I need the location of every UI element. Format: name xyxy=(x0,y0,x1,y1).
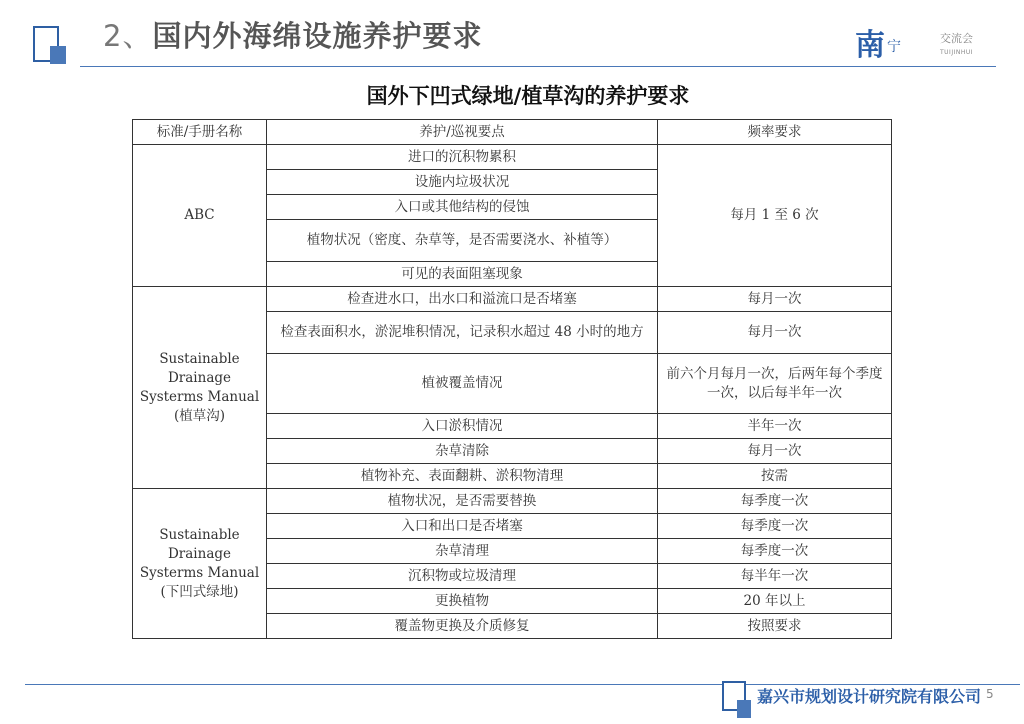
maintenance-item-cell: 检查进水口，出水口和溢流口是否堵塞 xyxy=(267,287,658,312)
maintenance-item-cell: 植物状况，是否需要替换 xyxy=(267,489,658,514)
header-frequency: 频率要求 xyxy=(658,120,892,145)
table-row xyxy=(133,287,892,312)
maintenance-item-cell: 杂草清除 xyxy=(267,439,658,464)
frequency-cell: 每半年一次 xyxy=(658,564,892,589)
section-number: 2、 xyxy=(103,19,153,53)
header-decoration-fill xyxy=(50,46,66,64)
table-row xyxy=(133,489,892,514)
table-header-row xyxy=(133,120,892,145)
table-title: 国外下凹式绿地/植草沟的养护要求 xyxy=(366,84,690,108)
maintenance-item-cell: 植物补充、表面翻耕、淤积物清理 xyxy=(267,464,658,489)
meeting-label-cn: 交流会 xyxy=(940,32,974,45)
page-number: 5 xyxy=(986,687,994,701)
standard-name-cell: Sustainable Drainage Systerms Manual (植草沟) xyxy=(133,287,267,489)
frequency-cell: 每月一次 xyxy=(658,312,892,354)
maintenance-item-cell: 植物状况（密度、杂草等，是否需要浇水、补植等） xyxy=(267,220,658,262)
maintenance-item-cell: 沉积物或垃圾清理 xyxy=(267,564,658,589)
page-title xyxy=(103,14,482,55)
maintenance-item-cell: 进口的沉积物累积 xyxy=(267,145,658,170)
frequency-cell: 每季度一次 xyxy=(658,489,892,514)
meeting-label xyxy=(940,30,973,56)
frequency-cell: 每月 1 至 6 次 xyxy=(658,145,892,287)
header-points: 养护/巡视要点 xyxy=(267,120,658,145)
footer-decoration-fill xyxy=(737,700,751,718)
maintenance-item-cell: 覆盖物更换及介质修复 xyxy=(267,614,658,639)
maintenance-item-cell: 杂草清理 xyxy=(267,539,658,564)
table-row xyxy=(133,145,892,170)
standard-name-cell: ABC xyxy=(133,145,267,287)
maintenance-item-cell: 入口和出口是否堵塞 xyxy=(267,514,658,539)
header-divider xyxy=(80,66,996,67)
frequency-cell: 半年一次 xyxy=(658,414,892,439)
frequency-cell: 按需 xyxy=(658,464,892,489)
maintenance-item-cell: 入口淤积情况 xyxy=(267,414,658,439)
maintenance-item-cell: 检查表面积水，淤泥堆积情况，记录积水超过 48 小时的地方 xyxy=(267,312,658,354)
maintenance-item-cell: 植被覆盖情况 xyxy=(267,354,658,414)
section-title: 国内外海绵设施养护要求 xyxy=(152,19,483,53)
standard-name-cell: Sustainable Drainage Systerms Manual (下凹式绿地) xyxy=(133,489,267,639)
frequency-cell: 每季度一次 xyxy=(658,514,892,539)
maintenance-item-cell: 可见的表面阻塞现象 xyxy=(267,262,658,287)
company-name: 嘉兴市规划设计研究院有限公司 xyxy=(757,687,982,706)
frequency-cell: 前六个月每月一次，后两年每个季度一次，以后每半年一次 xyxy=(658,354,892,414)
frequency-cell: 每月一次 xyxy=(658,439,892,464)
frequency-cell: 20 年以上 xyxy=(658,589,892,614)
maintenance-item-cell: 更换植物 xyxy=(267,589,658,614)
frequency-cell: 每月一次 xyxy=(658,287,892,312)
logo-big-char: 南 xyxy=(855,28,885,63)
logo xyxy=(855,26,915,66)
logo-small-char: 宁 xyxy=(887,39,901,55)
maintenance-item-cell: 入口或其他结构的侵蚀 xyxy=(267,195,658,220)
frequency-cell: 按照要求 xyxy=(658,614,892,639)
maintenance-table xyxy=(132,119,892,639)
meeting-label-en: TUIJINHUI xyxy=(940,49,974,56)
header-standard: 标准/手册名称 xyxy=(133,120,267,145)
maintenance-item-cell: 设施内垃圾状况 xyxy=(267,170,658,195)
frequency-cell: 每季度一次 xyxy=(658,539,892,564)
